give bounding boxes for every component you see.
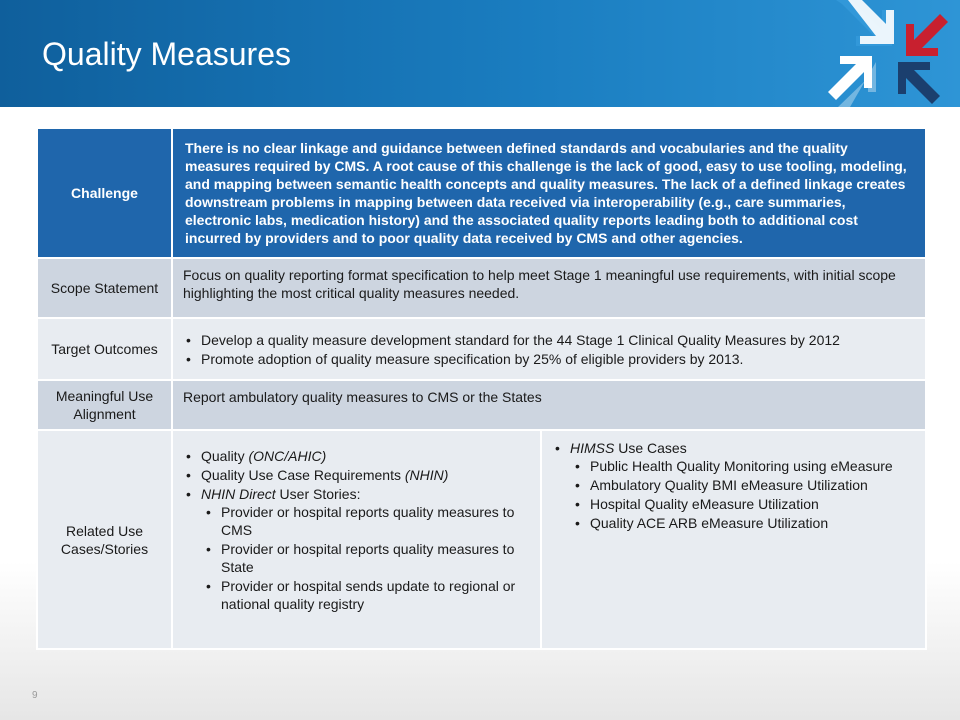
- row-label-usecases: Related Use Cases/Stories: [37, 430, 172, 649]
- sub-list-item: • Hospital Quality eMeasure Utilization: [590, 495, 915, 513]
- page-title: Quality Measures: [42, 36, 291, 72]
- row-label-alignment: Meaningful Use Alignment: [37, 380, 172, 430]
- quality-measures-table: [36, 127, 925, 650]
- row-label-scope: Scope Statement: [37, 258, 172, 318]
- sub-list-item: • Public Health Quality Monitoring using eMeasure: [590, 457, 915, 475]
- sub-list-item: • Provider or hospital reports quality measures to CMS: [221, 503, 530, 539]
- list-item: [201, 447, 530, 465]
- list-item-text: Use Cases: [614, 440, 687, 456]
- header-banner: [0, 0, 960, 107]
- sub-list-item: • Ambulatory Quality BMI eMeasure Utilization: [590, 476, 915, 494]
- alignment-text: Report ambulatory quality measures to CMS or the States: [172, 380, 926, 430]
- list-item-source: (NHIN): [404, 467, 449, 483]
- table-row-challenge: [37, 128, 926, 258]
- table-row-alignment: [37, 380, 926, 430]
- sub-list-item: • Provider or hospital sends update to regional or national quality registry: [221, 577, 530, 613]
- list-item: [201, 485, 530, 613]
- list-item-source: NHIN Direct: [201, 486, 276, 502]
- outcomes-cell: [172, 318, 926, 380]
- page-number: 9: [32, 690, 38, 701]
- sub-list-item: • Provider or hospital reports quality measures to State: [221, 540, 530, 576]
- list-item-text: Quality Use Case Requirements: [201, 467, 405, 483]
- scope-text: Focus on quality reporting format specification to help meet Stage 1 meaningful use requirements, with initial scope highlighting the most critical quality measures needed.: [172, 258, 926, 318]
- table-row-scope: [37, 258, 926, 318]
- row-label-challenge: Challenge: [37, 128, 172, 258]
- list-item-source: HIMSS: [570, 440, 615, 456]
- list-item: • Develop a quality measure development standard for the 44 Stage 1 Clinical Quality Measures by 2012: [201, 331, 915, 349]
- challenge-text: There is no clear linkage and guidance between defined standards and vocabularies and the quality measures required by CMS. A root cause of this challenge is the lack of good, easy to use tooling, modeling, and mapping between semantic health concepts and quality measures. The lack of a defined linkage creates downstream problems in mapping between data received via interoperability (e.g., care summaries, electronic labs, medication history) and the associated quality reports leading both to additional cost incurred by providers and to poor quality data received by CMS and other agencies.: [172, 128, 926, 258]
- arrows-logo-icon: [828, 0, 948, 107]
- table-row-usecases: [37, 430, 926, 649]
- list-item: [201, 466, 530, 484]
- usecases-left-cell: [172, 430, 541, 649]
- list-item-source: (ONC/AHIC): [248, 448, 327, 464]
- usecases-right-cell: [541, 430, 926, 649]
- table-row-outcomes: [37, 318, 926, 380]
- list-item: • Promote adoption of quality measure specification by 25% of eligible providers by 2013.: [201, 350, 915, 368]
- list-item-text: User Stories:: [275, 486, 361, 502]
- list-item-text: Quality: [201, 448, 249, 464]
- sub-list-item: • Quality ACE ARB eMeasure Utilization: [590, 514, 915, 532]
- row-label-outcomes: Target Outcomes: [37, 318, 172, 380]
- list-item: [570, 439, 915, 532]
